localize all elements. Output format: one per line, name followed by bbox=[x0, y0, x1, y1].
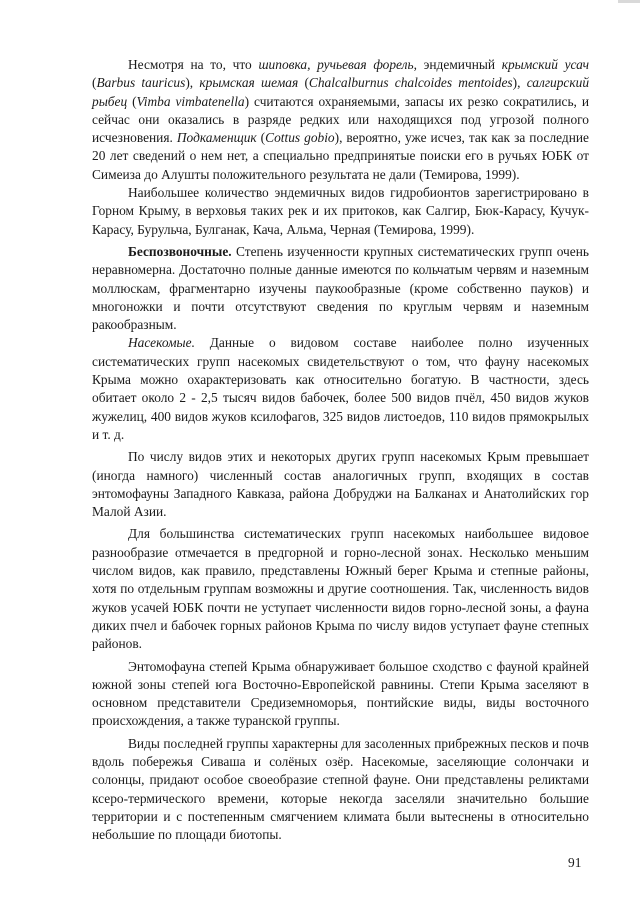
italic-term: Насекомые. bbox=[128, 335, 195, 351]
paragraph-fish-species bbox=[92, 56, 589, 184]
text-run: Для большинства систематических групп насекомых наибольшее видовое разнообразие отмечается в предгорной и горно-лесной зонах. Несколько меньшим числом видов, как правило, представлены Южный берег Крыма и степные районы, хотя по отдельным группам возможны и другие соотношения. Так, численность видов жуков усачей ЮБК почти не уступает численности видов горно-лесной зоны, а фауна диких пчел и бабочек горных районов Крыма по числу видов уступает фауне степных районов. bbox=[92, 526, 589, 652]
italic-term: Cottus gobio bbox=[265, 130, 335, 146]
text-run: ( bbox=[127, 93, 137, 109]
italic-term: Barbus tauricus bbox=[96, 75, 186, 91]
paragraph-insects bbox=[92, 334, 589, 444]
text-run: ), bbox=[185, 75, 200, 91]
text-run: ( bbox=[92, 75, 97, 91]
italic-term: крымская шемая bbox=[199, 75, 299, 91]
italic-term: Chalcalburnus chalcoides mentoides bbox=[308, 75, 513, 91]
text-run: Данные о видовом составе наиболее полно изученных систематических групп насекомых свидетельствуют о том, что фауну насекомых Крыма можно охарактеризовать как относительно богатую. В частности, здесь обитает около 2 - 2,5 тысяч видов бабочек, более 500 видов пчёл, 450 видов жуков жужелиц, 400 видов жуков ксилофагов, 325 видов листоедов, 110 видов прямокрылых и т. д. bbox=[92, 335, 589, 442]
italic-term: салгирский рыбец bbox=[92, 75, 590, 109]
scan-edge-mark bbox=[618, 0, 640, 3]
italic-term: Подкаменщик bbox=[176, 130, 257, 146]
text-run: Виды последней группы характерны для засоленных прибрежных песков и почв вдоль побережья Сиваша и солёных озёр. Насекомые, заселяющие солончаки и солонцы, придают особое своеобразие степной фауне. Они представлены реликтами ксеро-термического времени, которые некогда заселяли значительно большие территории и с постепенным смягчением климата были вытеснены в относительно небольшие по площади биотопы. bbox=[92, 735, 589, 843]
text-run: ) считаются охраняемыми, запасы их резко сократились, и сейчас они оказались в разряде редких или находящихся под угрозой полного исчезновения. bbox=[92, 93, 589, 146]
text-run: , эндемичный bbox=[413, 57, 502, 72]
italic-term: шиповка, ручьевая форель bbox=[258, 57, 414, 72]
text-run: Степень изученности крупных систематических групп очень неравномерна. Достаточно полные данные имеются по кольчатым червям и наземным моллюскам, фрагментарно изучены паукообразные (кроме собственно пауков) и многоножки и почти отсутствуют сведения по круглым червям и наземным ракообразным. bbox=[92, 243, 589, 333]
paragraph-steppe-entomofauna bbox=[92, 658, 589, 731]
text-run: ( bbox=[256, 130, 266, 146]
text-run: Несмотря на то, что bbox=[128, 57, 259, 72]
text-run: ( bbox=[298, 75, 309, 91]
text-run: Наибольшее количество эндемичных видов гидробионтов зарегистрировано в Горном Крыму, в верховья таких рек и их притоков, как Салгир, Бюк-Карасу, Кучук-Карасу, Бурульча, Булганак, Кача, Альма, Черная (Темирова, 1999). bbox=[92, 185, 589, 237]
italic-term: Vimba vimbatenella bbox=[136, 93, 245, 109]
page-number: 91 bbox=[568, 855, 582, 870]
bold-lead-term: Беспозвоночные. bbox=[128, 243, 232, 259]
text-run: Энтомофауна степей Крыма обнаруживает большое сходство с фауной крайней южной зоны степей юга Восточно-Европейской равнины. Степи Крыма заселяют в основном представители Средиземноморья, понтийские виды, виды восточного происхождения, а также туранской группы. bbox=[92, 658, 589, 729]
text-run: ), вероятно, уже исчез, так как за последние 20 лет сведений о нем нет, а специально предпринятые поиски его в ручьях ЮБК от Симеиза до Алушты положительного результата не дали (Темирова, 1999). bbox=[92, 130, 589, 182]
text-run: По числу видов этих и некоторых других групп насекомых Крым превышает (иногда намного) численный состав аналогичных групп, входящих в состав энтомофауны Западного Кавказа, района Добруджи на Балканах и Анатолийских гор Малой Азии. bbox=[92, 449, 589, 520]
paragraph-hydrobionts bbox=[92, 184, 589, 239]
page-body bbox=[92, 56, 589, 844]
paragraph-insect-diversity bbox=[92, 525, 589, 653]
paragraph-insect-comparison bbox=[92, 448, 589, 521]
italic-term: крымский усач bbox=[501, 57, 590, 72]
text-run: ), bbox=[512, 75, 527, 91]
paragraph-saline-species bbox=[92, 735, 589, 845]
paragraph-invertebrates bbox=[92, 243, 589, 334]
